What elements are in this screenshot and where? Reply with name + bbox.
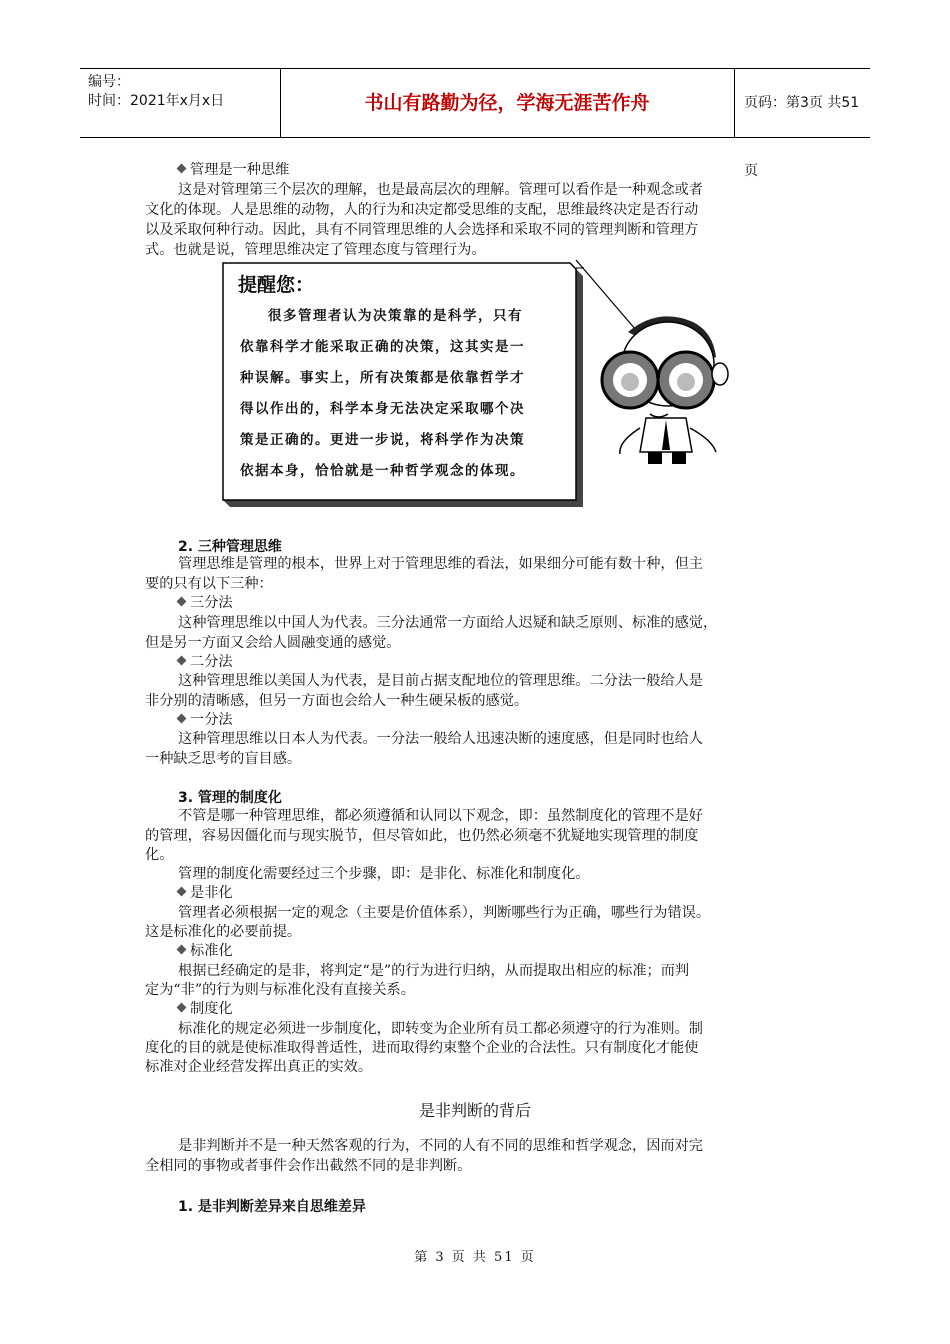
paragraph-line: 这种管理思维以日本人为代表。一分法一般给人迅速决断的速度感，但是同时也给人: [178, 731, 703, 747]
paragraph-line: 要的只有以下三种：: [145, 576, 273, 592]
bullet-item: 是非化: [178, 883, 233, 903]
reminder-line: 种误解。事实上，所有决策都是依靠哲学才: [240, 370, 525, 386]
paragraph-line: 化。: [145, 847, 174, 863]
cartoon-character-icon: [588, 302, 740, 472]
section-heading: 1. 是非判断差异来自思维差异: [178, 1199, 366, 1215]
section-title: 是非判断的背后: [418, 1101, 531, 1120]
diamond-bullet-icon: [177, 887, 187, 897]
paragraph-line: 全相同的事物或者事件会作出截然不同的是非判断。: [145, 1158, 472, 1174]
paragraph-line: 标准对企业经营发挥出真正的实效。: [145, 1059, 373, 1075]
section-heading: 2. 三种管理思维: [178, 539, 282, 555]
paragraph-line: 根据已经确定的是非，将判定“是”的行为进行归纳，从而提取出相应的标准；而判: [178, 963, 690, 979]
header-motto: 书山有路勤为径，学海无涯苦作舟: [364, 92, 650, 114]
paragraph-line: 定为“非”的行为则与标准化没有直接关系。: [145, 982, 415, 998]
diamond-bullet-icon: [177, 945, 187, 955]
reminder-line: 依据本身，恰恰就是一种哲学观念的体现。: [240, 463, 525, 479]
diamond-bullet-icon: [177, 597, 187, 607]
reminder-title: 提醒您：: [238, 274, 315, 296]
date-label: 时间：2021年x月x日: [88, 93, 225, 109]
header-divider: [734, 69, 735, 137]
page-footer: 第 3 页 共 51 页: [414, 1250, 536, 1265]
bullet-item: 标准化: [178, 941, 233, 961]
reminder-line: 得以作出的，科学本身无法决定采取哪个决: [240, 401, 525, 417]
reminder-line: 很多管理者认为决策靠的是科学，只有: [268, 308, 523, 324]
paragraph-line: 度化的目的就是使标准取得普适性，进而取得约束整个企业的合法性。只有制度化才能使: [145, 1040, 699, 1056]
diamond-bullet-icon: [177, 164, 187, 174]
reminder-line: 策是正确的。更进一步说，将科学作为决策: [240, 432, 525, 448]
diamond-bullet-icon: [177, 714, 187, 724]
number-label: 编号：: [88, 74, 130, 90]
bullet-item: 二分法: [178, 652, 233, 672]
paragraph-line: 是非判断并不是一种天然客观的行为，不同的人有不同的思维和哲学观念，因而对完: [178, 1138, 703, 1154]
paragraph-line: 非分别的清晰感，但另一方面也会给人一种生硬呆板的感觉。: [145, 693, 529, 709]
diamond-bullet-icon: [177, 1003, 187, 1013]
header-meta: [88, 73, 224, 111]
paragraph-line: 不管是哪一种管理思维，都必须遵循和认同以下观念，即：虽然制度化的管理不是好: [178, 808, 703, 824]
paragraph-line: 以及采取何种行动。因此，具有不同管理思维的人会选择和采取不同的管理判断和管理方: [145, 222, 699, 238]
bullet-item: 制度化: [178, 999, 233, 1019]
bullet-thinking: 管理是一种思维: [178, 160, 289, 180]
paragraph-line: 的管理，容易因僵化而与现实脱节，但尽管如此，也仍然必须毫不犹疑地实现管理的制度: [145, 828, 699, 844]
paragraph-line: 管理的制度化需要经过三个步骤，即：是非化、标准化和制度化。: [178, 866, 590, 882]
paragraph-line: 这是对管理第三个层次的理解，也是最高层次的理解。管理可以看作是一种观念或者: [178, 182, 703, 198]
paragraph-line: 这种管理思维以美国人为代表，是目前占据支配地位的管理思维。二分法一般给人是: [178, 673, 703, 689]
reminder-line: 依靠科学才能采取正确的决策，这其实是一: [240, 339, 525, 355]
paragraph-line: 这种管理思维以中国人为代表。三分法通常一方面给人迟疑和缺乏原则、标准的感觉，: [178, 615, 718, 631]
paragraph-line: 标准化的规定必须进一步制度化，即转变为企业所有员工都必须遵守的行为准则。制: [178, 1021, 703, 1037]
paragraph-line: 文化的体现。人是思维的动物，人的行为和决定都受思维的支配，思维最终决定是否行动: [145, 202, 699, 218]
paragraph-line: 但是另一方面又会给人圆融变通的感觉。: [145, 635, 401, 651]
header-page-info: 页码：第3页 共51页: [744, 95, 860, 179]
bullet-item: 一分法: [178, 710, 233, 730]
diamond-bullet-icon: [177, 656, 187, 666]
paragraph-line: 管理者必须根据一定的观念（主要是价值体系），判断哪些行为正确，哪些行为错误。: [178, 905, 711, 921]
section-heading: 3. 管理的制度化: [178, 790, 282, 806]
paragraph-line: 一种缺乏思考的盲目感。: [145, 751, 302, 767]
paragraph-line: 管理思维是管理的根本，世界上对于管理思维的看法，如果细分可能有数十种，但主: [178, 556, 703, 572]
paragraph-line: 这是标准化的必要前提。: [145, 924, 302, 940]
bullet-item: 三分法: [178, 593, 233, 613]
paragraph-line: 式。也就是说，管理思维决定了管理态度与管理行为。: [145, 242, 486, 258]
